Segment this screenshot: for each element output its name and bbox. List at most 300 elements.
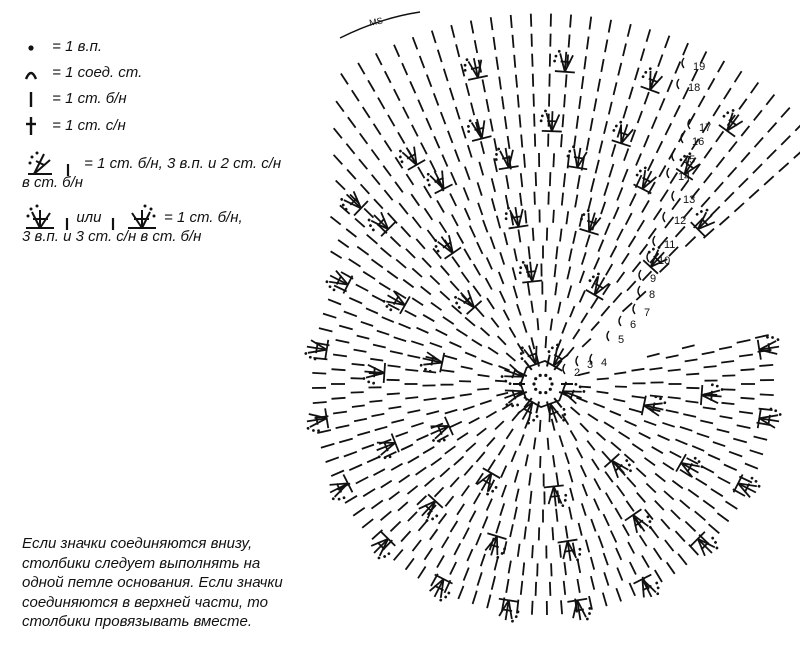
- shell-stitch: [544, 485, 569, 509]
- stitch-mark: [660, 98, 665, 110]
- stitch-mark: [553, 210, 554, 223]
- stitch-mark: [516, 489, 519, 502]
- stitch-mark: [417, 328, 429, 333]
- stitch-mark: [402, 63, 407, 75]
- stitch-mark: [719, 347, 732, 350]
- stitch-mark: [383, 166, 391, 176]
- stitch-mark: [506, 429, 513, 439]
- stitch-mark: [422, 258, 431, 267]
- stitch-mark: [548, 438, 549, 450]
- stitch-mark: [506, 579, 508, 593]
- stitch-mark: [661, 519, 670, 529]
- stitch-mark: [452, 257, 460, 268]
- stitch-mark: [624, 149, 628, 161]
- stitch-mark: [591, 576, 594, 590]
- stitch-mark: [332, 369, 346, 370]
- stitch-mark: [465, 353, 476, 358]
- stitch-mark: [599, 536, 604, 548]
- shell-stitch: [758, 406, 783, 431]
- stitch-mark: [480, 400, 492, 404]
- stitch-mark: [372, 259, 383, 267]
- stitch-mark: [602, 451, 611, 461]
- stitch-mark: [518, 544, 520, 557]
- stitch-mark: [490, 237, 494, 249]
- shell-stitch: [414, 494, 445, 525]
- stitch-mark: [676, 531, 685, 541]
- stitch-mark: [389, 492, 399, 500]
- stitch-mark: [566, 74, 567, 87]
- stitch-mark: [533, 228, 534, 241]
- stitch-mark: [425, 478, 435, 487]
- stitch-mark: [349, 259, 361, 267]
- stitch-mark: [754, 437, 768, 440]
- stitch-mark: [481, 361, 492, 365]
- stitch-mark: [630, 583, 636, 596]
- stitch-mark: [511, 15, 512, 28]
- stitch-mark: [478, 375, 490, 377]
- stitch-mark: [401, 227, 410, 237]
- stitch-mark: [617, 229, 623, 241]
- round-number: 8: [649, 289, 656, 301]
- stitch-mark: [665, 540, 674, 551]
- stitch-mark: [560, 545, 561, 558]
- shell-stitch: [638, 66, 666, 94]
- chain-dot: [434, 244, 438, 248]
- chain-dot: [588, 612, 591, 615]
- chain-dot: [426, 172, 430, 176]
- stitch-mark: [487, 499, 492, 511]
- stitch-mark: [604, 572, 608, 585]
- stitch-mark: [576, 398, 587, 403]
- stitch-mark: [413, 217, 422, 228]
- stitch-mark: [495, 421, 504, 429]
- stitch-mark: [617, 187, 622, 200]
- stitch-mark: [346, 144, 354, 154]
- stitch-mark: [729, 452, 742, 457]
- stitch-mark: [630, 562, 636, 575]
- stitch-mark: [666, 355, 679, 358]
- stitch-mark: [462, 272, 470, 283]
- stitch-mark: [516, 75, 517, 88]
- chain-dot: [520, 357, 524, 361]
- round-number: 9: [650, 273, 657, 285]
- stitch-mark: [614, 207, 619, 219]
- stitch-mark: [418, 167, 425, 178]
- stitch-mark: [437, 556, 444, 568]
- stitch-mark: [470, 226, 476, 238]
- stitch-mark: [379, 283, 390, 290]
- slip-stitch-mark: [633, 304, 635, 314]
- stitch-mark: [652, 447, 663, 454]
- stitch-layer: [312, 14, 800, 615]
- shell-stitch: [425, 417, 454, 446]
- chain-dot: [367, 218, 371, 222]
- stitch-mark: [401, 531, 410, 541]
- stitch-mark: [609, 164, 613, 177]
- stitch-mark: [536, 172, 537, 186]
- stitch-mark: [629, 87, 633, 99]
- stitch-mark: [477, 389, 489, 390]
- stitch-mark: [614, 372, 626, 374]
- chain-dot: [578, 553, 581, 556]
- stitch-mark: [598, 79, 600, 92]
- slip-stitch-mark: [607, 331, 609, 341]
- stitch-mark: [720, 416, 733, 418]
- stitch-mark: [471, 103, 474, 116]
- stitch-mark: [755, 138, 764, 148]
- stitch-mark: [445, 410, 458, 414]
- stitch-mark: [481, 328, 490, 336]
- stitch-mark: [401, 445, 413, 451]
- stitch-mark: [594, 479, 600, 490]
- stitch-mark: [781, 136, 790, 145]
- stitch-mark: [391, 237, 401, 247]
- stitch-mark: [646, 484, 655, 493]
- stitch-mark: [703, 407, 716, 409]
- stitch-mark: [580, 291, 585, 303]
- stitch-mark: [519, 115, 520, 128]
- stitch-mark: [368, 80, 375, 91]
- chain-dot: [535, 414, 539, 418]
- stitch-mark: [403, 280, 413, 288]
- stitch-mark: [555, 264, 556, 277]
- stitch-mark: [475, 40, 478, 53]
- stitch-mark: [430, 343, 442, 347]
- stitch-mark: [741, 369, 755, 370]
- stitch-mark: [430, 276, 439, 285]
- stitch-mark: [395, 182, 403, 193]
- stitch-mark: [702, 352, 715, 354]
- legend-slip-label: = 1 соед. ст.: [52, 64, 143, 81]
- chain-dot: [757, 484, 761, 488]
- chain-dot: [463, 64, 466, 67]
- shell-stitch: [364, 207, 395, 238]
- chain-dot: [612, 129, 616, 133]
- stitch-mark: [564, 173, 566, 187]
- round-number: 14: [678, 171, 691, 183]
- shell-stroke: [550, 496, 560, 497]
- stitch-mark: [391, 464, 402, 470]
- stitch-mark: [377, 331, 389, 335]
- stitch-mark: [573, 329, 580, 339]
- stitch-mark: [442, 537, 449, 548]
- stitch-mark: [654, 548, 662, 560]
- stitch-mark: [521, 581, 523, 595]
- stitch-mark: [682, 345, 695, 348]
- stitch-mark: [601, 202, 605, 214]
- stitch-mark: [711, 489, 723, 496]
- stitch-mark: [711, 207, 720, 216]
- stitch-mark: [601, 59, 603, 72]
- stitch-mark: [592, 459, 599, 470]
- stitch-mark: [636, 468, 646, 477]
- chain-dot: [496, 556, 499, 559]
- stitch-mark: [729, 142, 737, 152]
- stitch-mark: [750, 450, 763, 454]
- stitch-mark: [573, 231, 576, 244]
- stitch-mark: [564, 94, 565, 107]
- chain-dot: [663, 401, 666, 404]
- slip-stitch-mark: [667, 168, 669, 178]
- stitch-mark: [345, 496, 357, 503]
- stitch-mark: [492, 198, 495, 211]
- stitch-mark: [385, 141, 392, 152]
- stitch-mark: [795, 122, 800, 131]
- shell-stitch: [425, 575, 455, 604]
- stitch-mark: [637, 493, 646, 503]
- stitch-mark: [645, 458, 656, 466]
- stitch-mark: [697, 433, 709, 437]
- stitch-mark: [667, 80, 672, 92]
- stitch-mark: [374, 199, 383, 209]
- chain-dot: [564, 499, 567, 502]
- stitch-mark: [353, 508, 365, 516]
- stitch-mark: [668, 397, 681, 398]
- stitch-mark: [598, 240, 603, 252]
- slip-stitch-mark: [653, 236, 655, 246]
- chain-dot: [655, 581, 659, 585]
- stitch-mark: [616, 548, 621, 560]
- stitch-mark: [333, 355, 347, 357]
- stitch-mark: [408, 486, 418, 494]
- stitch-mark: [478, 572, 482, 585]
- chain-dot: [716, 385, 719, 388]
- stitch-mark: [645, 509, 653, 519]
- stitch-mark: [575, 195, 577, 208]
- stitch-mark: [406, 174, 413, 185]
- stitch-mark: [416, 467, 427, 475]
- stitch-mark: [450, 281, 459, 291]
- stitch-mark: [344, 452, 357, 457]
- stitch-mark: [339, 326, 353, 330]
- stitch-mark: [504, 310, 510, 321]
- stitch-mark: [739, 99, 747, 110]
- stitch-mark: [352, 90, 359, 101]
- stitch-mark: [552, 527, 553, 540]
- chain-dot: [750, 476, 754, 480]
- chain-dot: [648, 520, 652, 524]
- stitch-mark: [660, 190, 668, 202]
- stitch-mark: [351, 392, 364, 393]
- chain-dot: [534, 388, 537, 391]
- stitch-mark: [406, 558, 414, 569]
- stitch-mark: [458, 586, 463, 599]
- stitch-mark: [604, 514, 610, 526]
- stitch-mark: [680, 500, 690, 508]
- stitch-mark: [348, 117, 356, 128]
- stitch-mark: [352, 405, 365, 407]
- stitch-mark: [623, 303, 633, 312]
- stitch-mark: [605, 40, 607, 53]
- shell-stitch: [465, 115, 492, 141]
- round-number: 18: [688, 82, 701, 94]
- stitch-mark: [735, 71, 742, 82]
- chain-dot: [532, 418, 536, 422]
- stitch-mark: [629, 236, 636, 247]
- stitch-mark: [708, 455, 720, 460]
- stitch-mark: [665, 36, 670, 48]
- stitch-mark: [615, 508, 622, 519]
- stitch-mark: [627, 281, 636, 291]
- stitch-mark: [675, 439, 687, 444]
- stitch-mark: [347, 170, 356, 180]
- stitch-mark: [341, 74, 348, 85]
- stitch-mark: [372, 150, 380, 161]
- chain-dot: [306, 427, 309, 430]
- chain-dot: [693, 456, 697, 460]
- stitch-mark: [416, 239, 425, 249]
- note-line: столбики следует выполнять на: [22, 554, 261, 572]
- chain-dot: [644, 71, 648, 75]
- stitch-mark: [529, 246, 530, 259]
- stitch-mark: [586, 540, 589, 553]
- stitch-mark: [713, 105, 720, 116]
- stitch-mark: [704, 229, 714, 238]
- chain-dot: [578, 548, 581, 551]
- stitch-mark: [413, 37, 418, 49]
- stitch-mark: [473, 591, 477, 604]
- chain-dot: [467, 130, 470, 133]
- chain-dot: [568, 150, 571, 153]
- chain-dot: [574, 383, 578, 387]
- stitch-mark: [421, 286, 431, 294]
- chain-dot: [549, 388, 552, 391]
- chain-dot: [550, 382, 553, 385]
- stitch-mark: [739, 412, 753, 414]
- stitch-mark: [663, 463, 674, 470]
- stitch-mark: [582, 76, 584, 89]
- chain-dot: [304, 352, 307, 355]
- chain-dot: [771, 336, 774, 339]
- stitch-mark: [760, 394, 774, 395]
- chain-dot: [699, 210, 703, 214]
- chain-dot: [619, 120, 623, 124]
- stitch-mark: [647, 29, 651, 41]
- stitch-mark: [471, 21, 474, 34]
- shell-stitch: [625, 508, 656, 538]
- chain-dot: [337, 497, 341, 501]
- stitch-mark: [398, 132, 405, 143]
- stitch-mark: [584, 56, 586, 69]
- stitch-mark: [372, 500, 383, 508]
- note-line: одной петле основания. Если значки: [22, 574, 283, 591]
- stitch-mark: [405, 311, 417, 317]
- shell-stitch: [503, 204, 528, 229]
- stitch-mark: [525, 210, 526, 223]
- stitch-mark: [532, 601, 533, 615]
- stitch-mark: [499, 77, 501, 90]
- stitch-mark: [521, 135, 522, 148]
- round-number: 3: [587, 359, 594, 371]
- stitch-mark: [443, 317, 454, 324]
- chain-dot: [754, 479, 758, 483]
- shell-stitch: [567, 598, 592, 623]
- stitch-mark: [604, 121, 607, 134]
- stitch-mark: [594, 499, 599, 511]
- stitch-mark: [445, 446, 456, 454]
- stitch-mark: [464, 465, 473, 475]
- stitch-mark: [328, 299, 341, 304]
- stitch-mark: [531, 14, 532, 27]
- shell-stitch: [558, 539, 583, 564]
- stitch-mark: [456, 44, 459, 57]
- stitch-mark: [502, 96, 504, 109]
- stitch-mark: [578, 560, 581, 573]
- stitch-mark: [420, 56, 425, 68]
- stitch-mark: [724, 88, 731, 99]
- stitch-mark: [460, 394, 472, 396]
- stitch-mark: [594, 98, 596, 111]
- stitch-mark: [352, 364, 365, 365]
- chain-dot: [539, 374, 542, 377]
- slip-stitch-mark: [639, 270, 641, 280]
- note-line: столбики провязывать вместе.: [22, 613, 252, 630]
- stitch-mark: [523, 563, 524, 576]
- shell-stitch: [541, 400, 569, 428]
- chain-dot: [454, 295, 458, 299]
- chain-dot: [582, 390, 586, 394]
- stitch-mark: [444, 69, 448, 81]
- stitch-mark: [450, 342, 462, 347]
- stitch-mark: [472, 340, 482, 346]
- chain-dot: [497, 147, 500, 150]
- shell-stroke: [561, 61, 571, 62]
- stitch-mark: [559, 435, 563, 447]
- shell-stitch: [691, 530, 722, 561]
- stitch-mark: [450, 88, 454, 100]
- stitch-mark: [628, 24, 631, 37]
- stitch-mark: [534, 192, 535, 205]
- chain-dot: [331, 497, 335, 501]
- chain-dot: [387, 552, 391, 556]
- stitch-mark: [506, 195, 509, 208]
- chain-dot: [540, 119, 543, 122]
- stitch-mark: [457, 433, 468, 440]
- stitch-mark: [374, 469, 385, 475]
- stitch-mark: [497, 216, 500, 229]
- stitch-mark: [540, 420, 541, 432]
- stitch-mark: [563, 114, 564, 127]
- stitch-mark: [531, 337, 534, 349]
- slip-stitch-mark: [638, 286, 640, 296]
- stitch-mark: [644, 421, 656, 425]
- stitch-mark: [579, 96, 581, 109]
- stitch-mark: [474, 264, 481, 275]
- stitch-mark: [610, 246, 616, 257]
- chain-dot: [591, 275, 595, 279]
- stitch-mark: [550, 172, 551, 186]
- stitch-mark: [363, 107, 370, 118]
- stitch-mark: [323, 314, 336, 318]
- stitch-mark: [587, 138, 589, 151]
- stitch-mark: [492, 178, 495, 192]
- stitch-mark: [676, 227, 685, 237]
- chain-dot: [561, 504, 564, 507]
- stitch-mark: [381, 248, 392, 257]
- stitch-mark: [483, 80, 486, 93]
- stitch-mark: [491, 318, 498, 328]
- round-number: 19: [693, 61, 706, 73]
- chain-dot: [444, 595, 448, 599]
- chain-dot: [426, 178, 430, 182]
- stitch-mark: [685, 522, 695, 532]
- chain-dot: [457, 305, 461, 309]
- stitch-mark: [564, 581, 566, 595]
- round-number: 5: [618, 334, 625, 346]
- stitch-mark: [396, 260, 406, 268]
- stitch-mark: [408, 456, 419, 463]
- stitch-mark: [312, 373, 326, 374]
